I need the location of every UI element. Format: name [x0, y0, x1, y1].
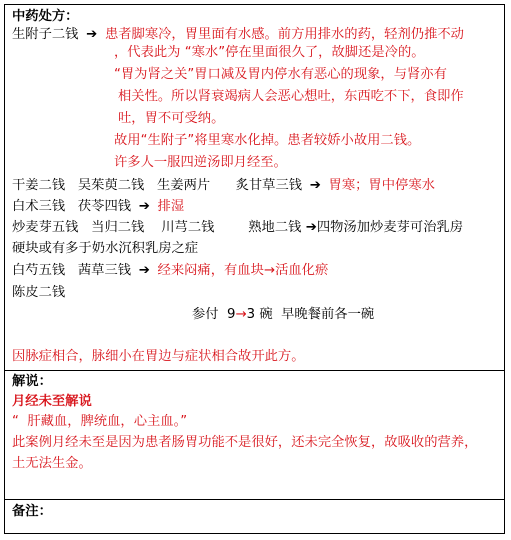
herb-line	[12, 26, 464, 43]
herb-note-effect: 活血化瘀	[275, 263, 329, 278]
herb-names: 炒麦芽五钱 当归二钱 川芎二钱 熟地二钱	[12, 220, 302, 235]
explanation-text: 土无法生金。	[12, 456, 92, 471]
note-line: 相关性。所以肾衰竭病人会恶心想吐，东西吃不下，食即作	[118, 89, 464, 104]
herb-note: 患者脚寒冷，胃里面有水感。前方用排水的药，轻剂仍推不动	[104, 27, 464, 42]
conclusion-line: 因脉症相合，脉细小在胃边与症状相合故开此方。	[12, 349, 305, 364]
herb-note: 四物汤加炒麦芽可治乳房	[316, 220, 464, 235]
section-header-explanation: 解说：	[12, 374, 52, 389]
arrow-right-icon: ➔	[138, 199, 150, 214]
herb-note: 经来闷痛，有血块	[157, 263, 264, 278]
arrow-right-icon: →	[235, 307, 247, 322]
arrow-right-icon: ➔	[309, 178, 321, 193]
dosage-start: 参付 9	[192, 307, 236, 322]
section-header-remarks: 备注：	[12, 504, 52, 519]
dosage-line	[192, 306, 374, 323]
arrow-right-icon: ➔	[86, 27, 98, 42]
note-line: 许多人一服四逆汤即月经至。	[114, 155, 287, 170]
explanation-subtitle: 月经未至解说	[12, 394, 92, 409]
herb-line	[12, 262, 328, 279]
explanation-quote: “ 肝藏血，脾统血，心主血。”	[12, 414, 188, 429]
note-line: “胃为肾之关”胃口减及胃内停水有恶心的现象，与肾亦有	[114, 67, 447, 82]
section-header-prescription: 中药处方：	[12, 9, 79, 24]
note-line: 故用“生附子”将里寒水化掉。患者较娇小故用二钱。	[114, 133, 421, 148]
note-line: 吐，胃不可受纳。	[118, 111, 225, 126]
herb-line	[12, 198, 184, 215]
table-divider	[5, 499, 504, 500]
explanation-text: 此案例月经未至是因为患者肠胃功能不是很好，还未完全恢复，故吸收的营养，	[12, 435, 478, 450]
herb-line	[12, 219, 463, 236]
herb-line: 陈皮二钱	[12, 285, 66, 300]
arrow-right-icon: →	[263, 263, 276, 278]
herb-note: 排湿	[157, 199, 185, 214]
dosage-end: 3 碗 早晚餐前各一碗	[246, 307, 375, 322]
arrow-right-icon: ➔	[138, 263, 150, 278]
arrow-right-icon: ➔	[305, 220, 317, 235]
note-line: 硬块或有多于奶水沉积乳房之症	[12, 241, 199, 256]
herb-names: 白芍五钱 茜草三钱	[12, 263, 132, 278]
herb-note: 胃寒；胃中停寒水	[328, 178, 435, 193]
herb-name: 生附子二钱	[12, 27, 79, 42]
table-divider	[5, 370, 504, 371]
note-line: ，代表此为 “寒水”停在里面很久了，故脚还是冷的。	[114, 45, 425, 60]
herb-names: 干姜二钱 吴茱萸二钱 生姜两片 炙甘草三钱	[12, 178, 303, 193]
herb-line	[12, 177, 435, 194]
herb-names: 白术三钱 茯苓四钱	[12, 199, 132, 214]
